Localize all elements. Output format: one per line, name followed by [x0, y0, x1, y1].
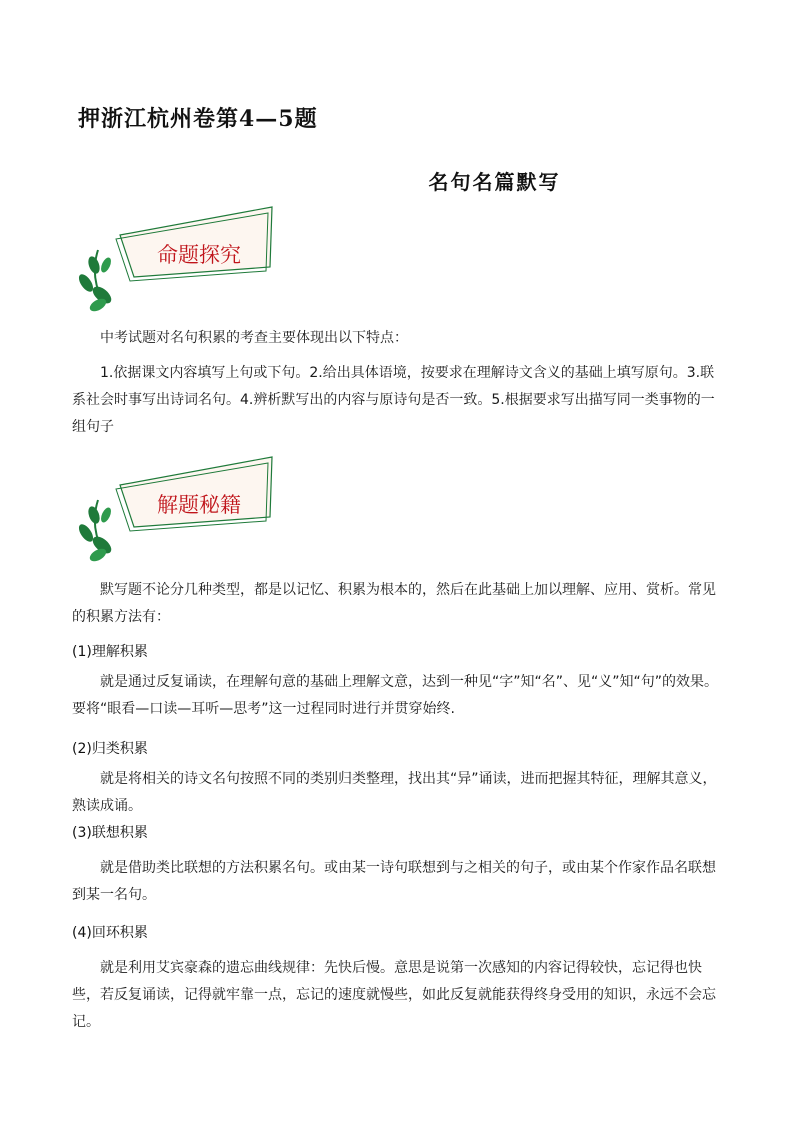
method-3-title: (3)联想积累	[72, 825, 148, 841]
section1-points: 1.依据课文内容填写上句或下句。2.给出具体语境，按要求在理解诗文含义的基础上填写原句。3.联系社会时事写出诗词名句。4.辨析默写出的内容与原诗句是否一致。5.根据要求写出描写同一类事物的一组句子	[72, 365, 715, 435]
method-2-title: (2)归类积累	[72, 741, 148, 757]
method-4-text: 就是利用艾宾豪森的遗忘曲线规律：先快后慢。意思是说第一次感知的内容记得较快，忘记得也快些，若反复诵读，记得就牢靠一点，忘记的速度就慢些，如此反复就能获得终身受用的知识，永远不会忘记。	[72, 960, 716, 1030]
method-4-title: (4)回环积累	[72, 925, 148, 941]
section1-intro: 中考试题对名句积累的考查主要体现出以下特点：	[100, 330, 408, 346]
method-1-text: 就是通过反复诵读，在理解句意的基础上理解文意，达到一种见“字”知“名”、见“义”知“句”的效果。要将“眼看—口读—耳听—思考”这一过程同时进行并贯穿始终.	[72, 674, 719, 717]
method-3-text: 就是借助类比联想的方法积累名句。或由某一诗句联想到与之相关的句子，或由某个作家作品名联想到某一名句。	[72, 860, 716, 903]
document-title: 押浙江杭州卷第4—5题	[78, 106, 318, 132]
banner-label-1: 命题探究	[157, 243, 241, 267]
document-subtitle	[0, 166, 794, 195]
banner-mingti	[72, 205, 282, 317]
banner-jieti	[72, 455, 282, 567]
subtitle-text: 名句名篇默写	[428, 170, 561, 194]
banner-label-2: 解题秘籍	[157, 493, 241, 517]
section2-intro: 默写题不论分几种类型，都是以记忆、积累为根本的，然后在此基础上加以理解、应用、赏析。常见的积累方法有：	[72, 582, 716, 625]
method-1-title: (1)理解积累	[72, 644, 148, 660]
method-2-text: 就是将相关的诗文名句按照不同的类别归类整理，找出其“异”诵读，进而把握其特征，理解其意义，熟读成诵。	[72, 771, 717, 814]
